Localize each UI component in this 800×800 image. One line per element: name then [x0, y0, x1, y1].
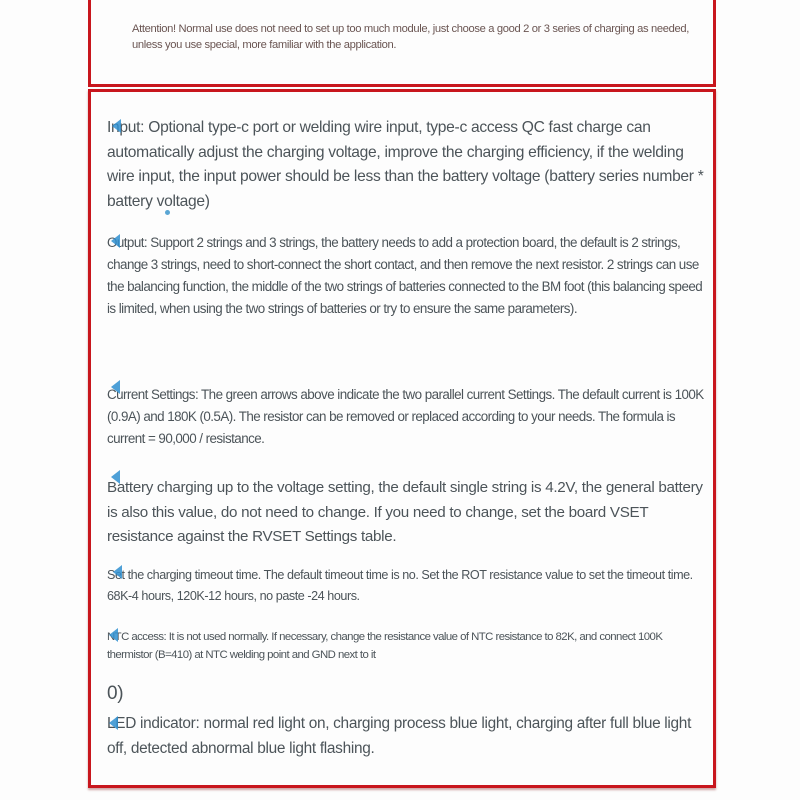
pointer-marker-icon — [112, 119, 121, 133]
specifications-box — [88, 89, 716, 788]
pointer-marker-icon — [111, 234, 120, 248]
current-settings-section: Current Settings: The green arrows above indicate the two parallel current Settings. The default current is 100K (0.9A) and 180K (0.5A). The resistor can be removed or replaced according to your needs. The formula is current = 90,000 / resistance. — [107, 387, 704, 446]
pointer-marker-icon — [111, 380, 120, 394]
led-indicator-section: LED indicator: normal red light on, charging process blue light, charging after full blue light off, detected abnormal blue light flashing. — [107, 715, 692, 757]
pointer-marker-icon — [109, 716, 118, 730]
timeout-section: Set the charging timeout time. The default timeout time is no. Set the ROT resistance value to set the timeout time. 68K-4 hours, 120K-12 hours, no paste -24 hours. — [107, 568, 693, 603]
input-section: Input: Optional type-c port or welding wire input, type-c access QC fast charge can automatically adjust the charging voltage, improve the charging efficiency, if the welding wire input, the input power should be less than the battery voltage (battery series number * battery voltage) — [107, 119, 704, 210]
ntc-section: NTC access: It is not used normally. If necessary, change the resistance value of NTC resistance to 82K, and connect 100K thermistor (B=410) at NTC welding point and GND next to it — [107, 631, 663, 661]
attention-text: Attention! Normal use does not need to set up too much module, just choose a good 2 or 3 series of charging as needed, unless you use special, more familiar with the application. — [132, 23, 689, 51]
pointer-marker-icon — [109, 628, 118, 642]
dot-marker-icon — [165, 210, 170, 215]
battery-voltage-section: Battery charging up to the voltage setting, the default single string is 4.2V, the general battery is also this value, do not need to change. If you need to change, set the board VSET resistance against the RVSET Settings table. — [107, 479, 703, 545]
pointer-marker-icon — [113, 565, 122, 579]
pointer-marker-icon — [111, 470, 120, 484]
output-section: Output: Support 2 strings and 3 strings, the battery needs to add a protection board, the default is 2 strings, change 3 strings, need to short-connect the short contact, and then remove the next resistor. 2 strings can use the balancing function, the middle of the two strings of batteries connected to the BM foot (this balancing speed is limited, when using the two strings of batteries or try to ensure the same parameters). — [107, 235, 703, 316]
text-fragment: 0) — [107, 683, 124, 704]
attention-box — [88, 0, 716, 87]
